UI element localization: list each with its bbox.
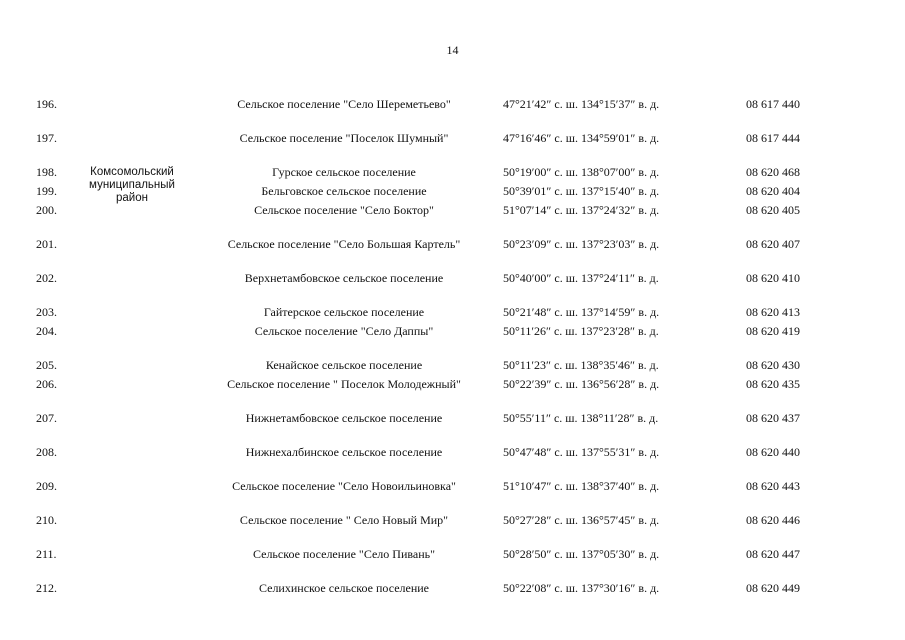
coordinates: 47°21′42″ с. ш. 134°15′37″ в. д. — [503, 97, 660, 111]
coordinates: 51°07′14″ с. ш. 137°24′32″ в. д. — [503, 203, 660, 217]
settlement-name: Сельское поселение "Село Новоильиновка" — [232, 479, 456, 493]
row-number: 209. — [36, 479, 57, 493]
oktmo-code: 08 620 404 — [746, 184, 800, 198]
settlement-name: Нижнехалбинское сельское поселение — [245, 445, 443, 459]
coordinates: 50°47′48″ с. ш. 137°55′31″ в. д. — [503, 445, 660, 459]
table-row — [0, 164, 905, 180]
oktmo-code: 08 620 443 — [746, 479, 800, 493]
table-row — [0, 512, 905, 528]
row-number: 206. — [36, 377, 57, 391]
page-number: 14 — [446, 43, 459, 57]
settlement-name: Гайтерское сельское поселение — [263, 305, 425, 319]
oktmo-code: 08 620 440 — [746, 445, 800, 459]
row-number: 208. — [36, 445, 57, 459]
table-row — [0, 202, 905, 218]
oktmo-code: 08 620 405 — [746, 203, 800, 217]
oktmo-code: 08 620 437 — [746, 411, 800, 425]
table-row — [0, 130, 905, 146]
settlement-name: Сельское поселение "Село Большая Картель" — [227, 237, 461, 251]
coordinates: 50°22′39″ с. ш. 136°56′28″ в. д. — [503, 377, 660, 391]
row-number: 199. — [36, 184, 57, 198]
settlement-name: Сельское поселение "Поселок Шумный" — [239, 131, 449, 145]
oktmo-code: 08 620 446 — [746, 513, 800, 527]
oktmo-code: 08 620 419 — [746, 324, 800, 338]
row-number: 203. — [36, 305, 57, 319]
settlement-name: Гурское сельское поселение — [272, 165, 416, 179]
table-row — [0, 376, 905, 392]
settlement-name: Селихинское сельское поселение — [258, 581, 430, 595]
district-line-2: муниципальный — [89, 179, 175, 191]
table-row — [0, 546, 905, 562]
settlement-name: Сельское поселение "Село Боктор" — [254, 203, 434, 217]
coordinates: 47°16′46″ с. ш. 134°59′01″ в. д. — [503, 131, 660, 145]
oktmo-code: 08 617 444 — [746, 131, 800, 145]
row-number: 201. — [36, 237, 57, 251]
settlement-name: Кенайское сельское поселение — [265, 358, 423, 372]
settlement-name: Нижнетамбовское сельское поселение — [245, 411, 443, 425]
coordinates: 51°10′47″ с. ш. 138°37′40″ в. д. — [503, 479, 660, 493]
coordinates: 50°11′23″ с. ш. 138°35′46″ в. д. — [503, 358, 659, 372]
district-line-1: Комсомольский — [90, 166, 174, 178]
row-number: 212. — [36, 581, 57, 595]
row-number: 198. — [36, 165, 57, 179]
row-number: 204. — [36, 324, 57, 338]
settlement-name: Верхнетамбовское сельское поселение — [244, 271, 444, 285]
settlement-name: Сельское поселение "Село Даппы" — [254, 324, 434, 338]
table-row — [0, 96, 905, 112]
oktmo-code: 08 620 449 — [746, 581, 800, 595]
coordinates: 50°39′01″ с. ш. 137°15′40″ в. д. — [503, 184, 660, 198]
row-number: 211. — [36, 547, 57, 561]
oktmo-code: 08 617 440 — [746, 97, 800, 111]
table-row — [0, 580, 905, 596]
row-number: 200. — [36, 203, 57, 217]
coordinates: 50°23′09″ с. ш. 137°23′03″ в. д. — [503, 237, 660, 251]
table-row — [0, 183, 905, 199]
table-row — [0, 270, 905, 286]
coordinates: 50°27′28″ с. ш. 136°57′45″ в. д. — [503, 513, 660, 527]
table-row — [0, 304, 905, 320]
oktmo-code: 08 620 447 — [746, 547, 800, 561]
coordinates: 50°22′08″ с. ш. 137°30′16″ в. д. — [503, 581, 660, 595]
table-row — [0, 444, 905, 460]
table-row — [0, 323, 905, 339]
settlement-name: Сельское поселение "Село Шереметьево" — [237, 97, 451, 111]
table-row — [0, 236, 905, 252]
table-row — [0, 410, 905, 426]
row-number: 202. — [36, 271, 57, 285]
coordinates: 50°21′48″ с. ш. 137°14′59″ в. д. — [503, 305, 660, 319]
row-number: 205. — [36, 358, 57, 372]
coordinates: 50°55′11″ с. ш. 138°11′28″ в. д. — [503, 411, 659, 425]
coordinates: 50°40′00″ с. ш. 137°24′11″ в. д. — [503, 271, 659, 285]
settlement-name: Сельское поселение "Село Пивань" — [252, 547, 436, 561]
oktmo-code: 08 620 435 — [746, 377, 800, 391]
table-row — [0, 357, 905, 373]
coordinates: 50°11′26″ с. ш. 137°23′28″ в. д. — [503, 324, 659, 338]
oktmo-code: 08 620 468 — [746, 165, 800, 179]
oktmo-code: 08 620 410 — [746, 271, 800, 285]
settlement-name: Сельское поселение " Село Новый Мир" — [239, 513, 449, 527]
row-number: 197. — [36, 131, 57, 145]
oktmo-code: 08 620 430 — [746, 358, 800, 372]
coordinates: 50°28′50″ с. ш. 137°05′30″ в. д. — [503, 547, 660, 561]
coordinates: 50°19′00″ с. ш. 138°07′00″ в. д. — [503, 165, 660, 179]
district-line-3: район — [116, 192, 148, 204]
settlement-name: Сельское поселение " Поселок Молодежный" — [227, 377, 461, 391]
oktmo-code: 08 620 413 — [746, 305, 800, 319]
table-row — [0, 478, 905, 494]
row-number: 207. — [36, 411, 57, 425]
oktmo-code: 08 620 407 — [746, 237, 800, 251]
row-number: 196. — [36, 97, 57, 111]
row-number: 210. — [36, 513, 57, 527]
settlement-name: Бельговское сельское поселение — [261, 184, 427, 198]
